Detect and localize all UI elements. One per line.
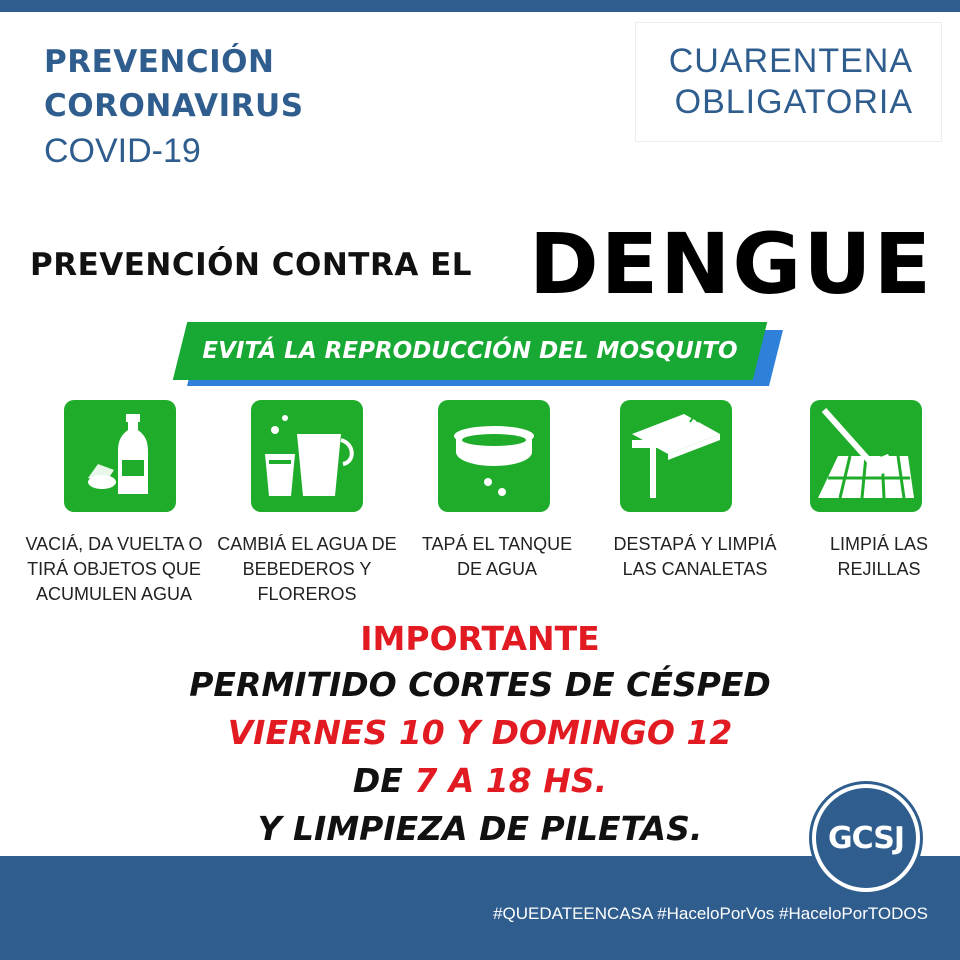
important-line-4: Y LIMPIEZA DE PILETAS. bbox=[257, 809, 703, 848]
caption-line: DE AGUA bbox=[456, 559, 538, 579]
caption-line: LAS CANALETAS bbox=[622, 559, 768, 579]
header-line-coronavirus: CORONAVIRUS bbox=[44, 88, 304, 124]
gcsj-logo bbox=[812, 784, 920, 892]
header-line-covid: COVID-19 bbox=[44, 132, 201, 170]
caption-line: TIRÁ OBJETOS QUE bbox=[27, 559, 201, 579]
tank-lid-icon bbox=[438, 400, 550, 512]
logo-text: GCSJ bbox=[828, 820, 904, 856]
caption-line: VACIÁ, DA VUELTA O bbox=[25, 534, 203, 554]
bucket-icon bbox=[251, 400, 363, 512]
step-caption-4 bbox=[600, 532, 790, 582]
quarantine-line-1: CUARENTENA bbox=[668, 42, 913, 80]
hours-range: 7 A 18 HS. bbox=[414, 761, 608, 800]
step-caption-3 bbox=[402, 532, 592, 582]
campaign-header bbox=[44, 40, 304, 174]
caption-line: CAMBIÁ EL AGUA DE bbox=[217, 534, 397, 554]
drain-grate-icon bbox=[810, 400, 922, 512]
step-caption-1 bbox=[19, 532, 209, 607]
headline-prefix: PREVENCIÓN CONTRA EL bbox=[30, 247, 473, 283]
quarantine-line-2: OBLIGATORIA bbox=[674, 83, 913, 121]
caption-line: LIMPIÁ LAS bbox=[829, 534, 929, 554]
header-line-prevencion: PREVENCIÓN bbox=[44, 44, 275, 80]
hours-prefix: DE bbox=[352, 761, 415, 800]
bottle-icon bbox=[64, 400, 176, 512]
banner-text: EVITÁ LA REPRODUCCIÓN DEL MOSQUITO bbox=[202, 338, 738, 364]
headline bbox=[30, 215, 933, 313]
caption-line: BEBEDEROS Y bbox=[242, 559, 372, 579]
caption-line: REJILLAS bbox=[837, 559, 921, 579]
headline-dengue: DENGUE bbox=[529, 215, 933, 313]
banner bbox=[180, 322, 780, 388]
caption-line: TAPÁ EL TANQUE bbox=[421, 534, 573, 554]
caption-line: FLOREROS bbox=[257, 584, 357, 604]
important-line-1: PERMITIDO CORTES DE CÉSPED bbox=[189, 665, 771, 704]
step-caption-5 bbox=[784, 532, 960, 582]
important-line-3 bbox=[0, 758, 960, 804]
quarantine-box bbox=[635, 22, 942, 142]
top-bar bbox=[0, 0, 960, 12]
caption-line: DESTAPÁ Y LIMPIÁ bbox=[613, 534, 777, 554]
gutter-icon bbox=[620, 400, 732, 512]
important-line-2: VIERNES 10 Y DOMINGO 12 bbox=[227, 713, 733, 752]
important-title: IMPORTANTE bbox=[360, 619, 600, 658]
caption-line: ACUMULEN AGUA bbox=[35, 584, 193, 604]
hashtags: #QUEDATEENCASA #HaceloPorVos #HaceloPorTODOS bbox=[493, 904, 928, 923]
step-caption-2 bbox=[212, 532, 402, 607]
